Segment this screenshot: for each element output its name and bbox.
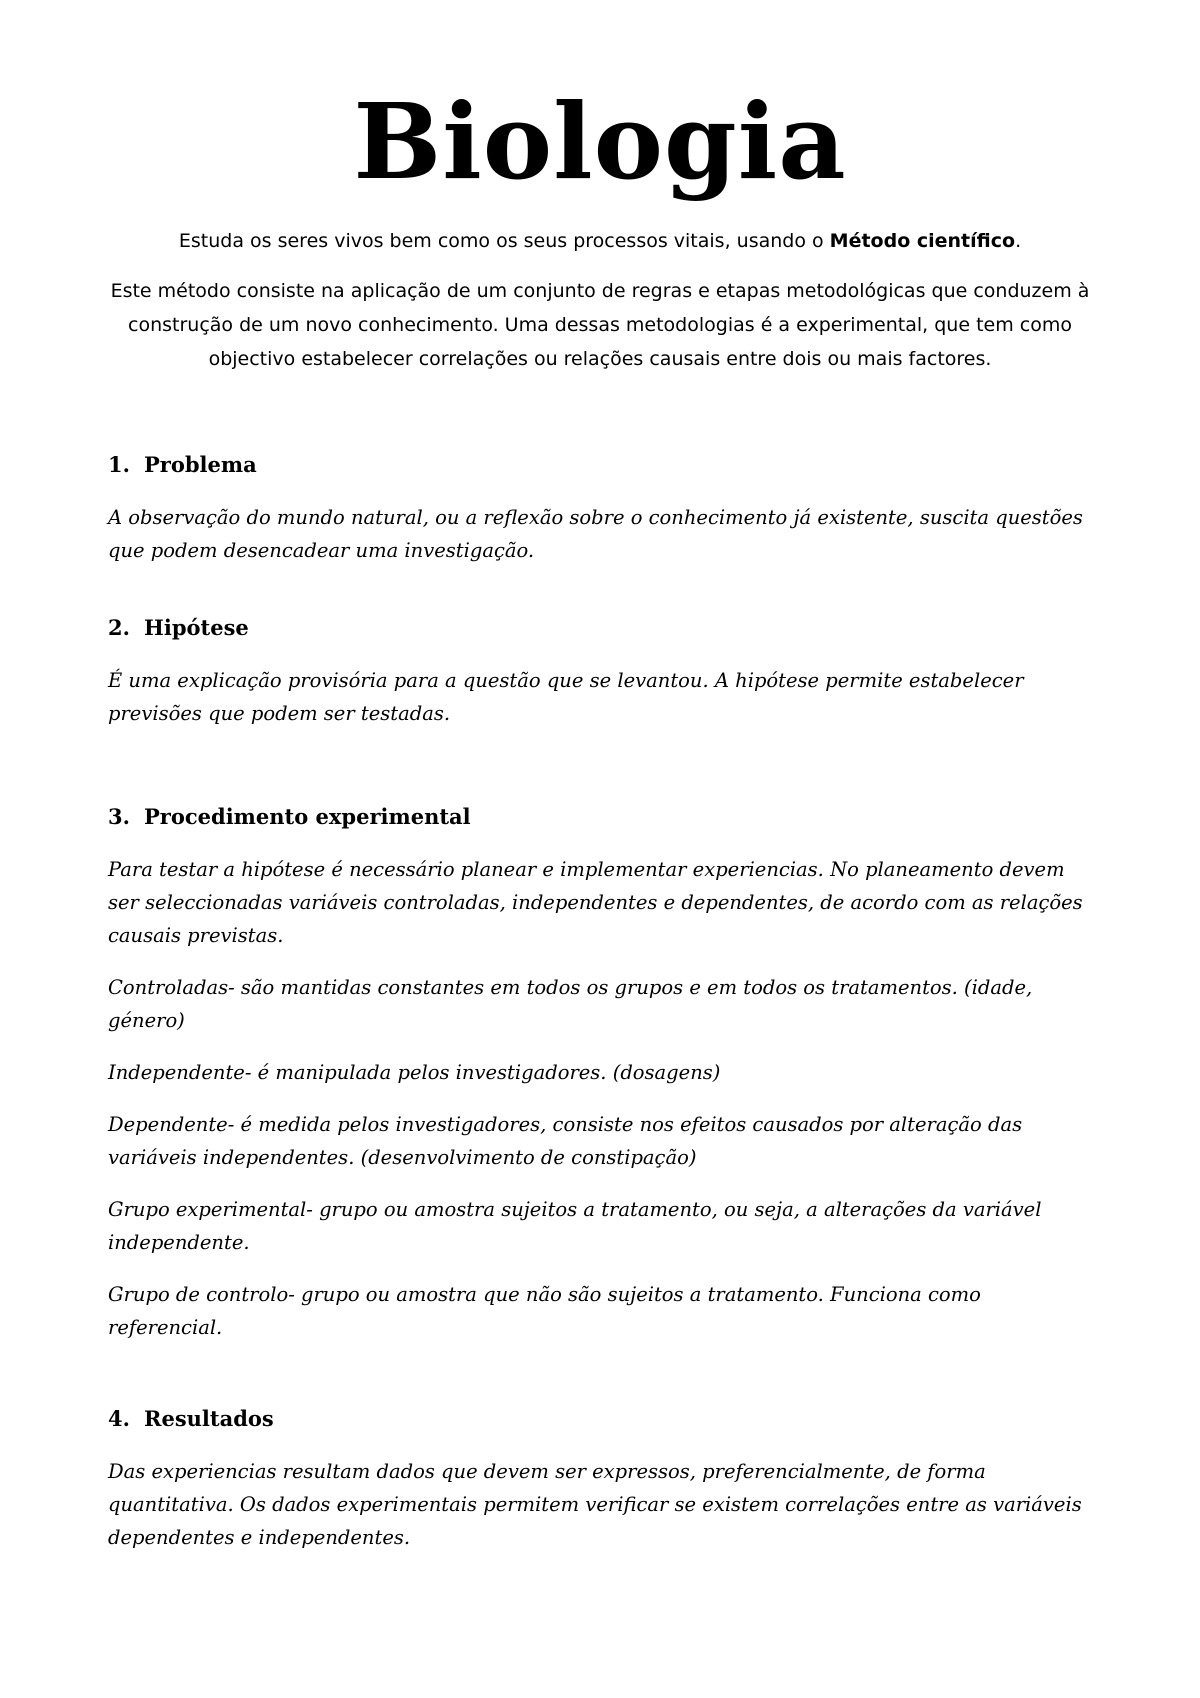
section-heading bbox=[108, 1402, 1092, 1436]
document-title: Biologia bbox=[353, 80, 847, 203]
section-number: 4. bbox=[108, 1406, 130, 1432]
intro-line-suffix: . bbox=[1015, 230, 1022, 253]
section-paragraph: Das experiencias resultam dados que devem ser expressos, preferencialmente, de forma quantitativa. Os dados experimentais permitem verificar se existem correlações entre as variáveis dependentes e independentes. bbox=[108, 1460, 1082, 1550]
section-title: Problema bbox=[144, 452, 257, 478]
section-title: Hipótese bbox=[144, 615, 249, 641]
section-number: 1. bbox=[108, 452, 130, 478]
section-paragraph-controladas: Controladas- são mantidas constantes em todos os grupos e em todos os tratamentos. (idade, género) bbox=[108, 976, 1033, 1033]
section-title: Procedimento experimental bbox=[144, 804, 471, 830]
intro-line bbox=[108, 224, 1092, 258]
section-problema bbox=[108, 448, 1092, 567]
section-title: Resultados bbox=[144, 1406, 274, 1432]
section-paragraph-independente: Independente- é manipulada pelos investigadores. (dosagens) bbox=[108, 1061, 721, 1085]
intro-bold-term: Método científico bbox=[829, 230, 1016, 253]
section-paragraph: Para testar a hipótese é necessário planear e implementar experiencias. No planeamento devem ser seleccionadas variáveis controladas, independentes e dependentes, de acordo com as relações causais previstas. bbox=[108, 858, 1083, 948]
section-procedimento-experimental bbox=[108, 800, 1092, 1344]
section-paragraph-grupo-controlo: Grupo de controlo- grupo ou amostra que não são sujeitos a tratamento. Funciona como referencial. bbox=[108, 1283, 981, 1340]
section-number: 3. bbox=[108, 804, 130, 830]
section-paragraph: É uma explicação provisória para a questão que se levantou. A hipótese permite estabelecer previsões que podem ser testadas. bbox=[108, 669, 1024, 726]
section-paragraph: A observação do mundo natural, ou a reflexão sobre o conhecimento já existente, suscita questões que podem desencadear uma investigação. bbox=[108, 506, 1083, 563]
section-heading bbox=[108, 800, 1092, 834]
section-heading bbox=[108, 448, 1092, 482]
section-paragraph-grupo-experimental: Grupo experimental- grupo ou amostra sujeitos a tratamento, ou seja, a alterações da variável independente. bbox=[108, 1198, 1042, 1255]
intro-paragraph: Este método consiste na aplicação de um conjunto de regras e etapas metodológicas que conduzem à construção de um novo conhecimento. Uma dessas metodologias é a experimental, que tem como objectivo estabelecer correlações ou relações causais entre dois ou mais factores. bbox=[110, 280, 1090, 371]
section-paragraph-dependente: Dependente- é medida pelos investigadores, consiste nos efeitos causados por alteração das variáveis independentes. (desenvolvimento de constipação) bbox=[108, 1113, 1023, 1170]
section-heading bbox=[108, 611, 1092, 645]
section-number: 2. bbox=[108, 615, 130, 641]
section-resultados bbox=[108, 1402, 1092, 1554]
intro-line-text: Estuda os seres vivos bem como os seus processos vitais, usando o bbox=[178, 230, 830, 253]
section-hipotese bbox=[108, 611, 1092, 730]
